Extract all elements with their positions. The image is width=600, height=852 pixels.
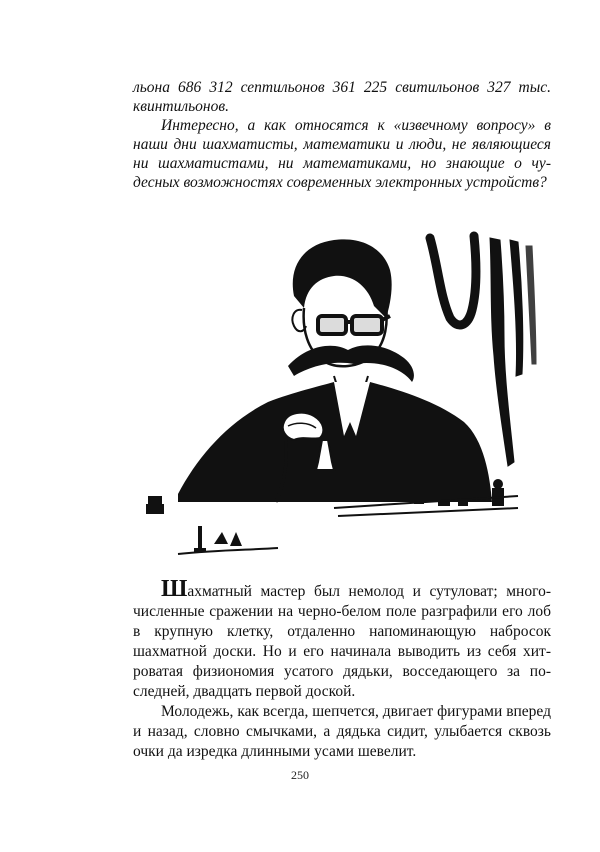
hair — [293, 239, 392, 318]
drop-cap: Ш — [161, 576, 188, 602]
chess-master-illustration — [138, 226, 556, 562]
body-paragraph-1 — [133, 576, 551, 702]
suit — [178, 382, 492, 502]
page-number: 250 — [291, 768, 309, 782]
italic-text-block — [133, 78, 551, 192]
italic-paragraph-1: льона 686 312 септильонов 361 225 свитильонов 327 тыс. квинтильонов. — [133, 79, 551, 115]
glasses — [318, 316, 390, 334]
chess-master-figure — [178, 239, 492, 502]
body-paragraph-1-text: ахматный мастер был немолод и сутуловат; многочисленные сражении на черно-белом поле разграфили его лоб в крупную клетку, отдаленно напоминающую набросок шахматной доски. Но и его начинала выводить из себя хитроватая физиономия усатого дядьки, восседающего за последней, двадцать первой доской. — [133, 583, 551, 700]
moustache — [288, 345, 414, 382]
body-text-block — [133, 576, 551, 762]
body-paragraph-2: Молодежь, как всегда, шепчется, двигает фигурами вперед и назад, словно смычками, а дядька сидит, улыбается сквозь очки да изредка длинными усами шевелит. — [133, 703, 551, 760]
italic-paragraph-2: Интересно, а как относятся к «извечному вопросу» в наши дни шахматисты, математики и люди, не являющиеся ни шахматистами, ни математиками, но знающие о чудесных возможностях современных электронных устройств? — [133, 117, 551, 191]
